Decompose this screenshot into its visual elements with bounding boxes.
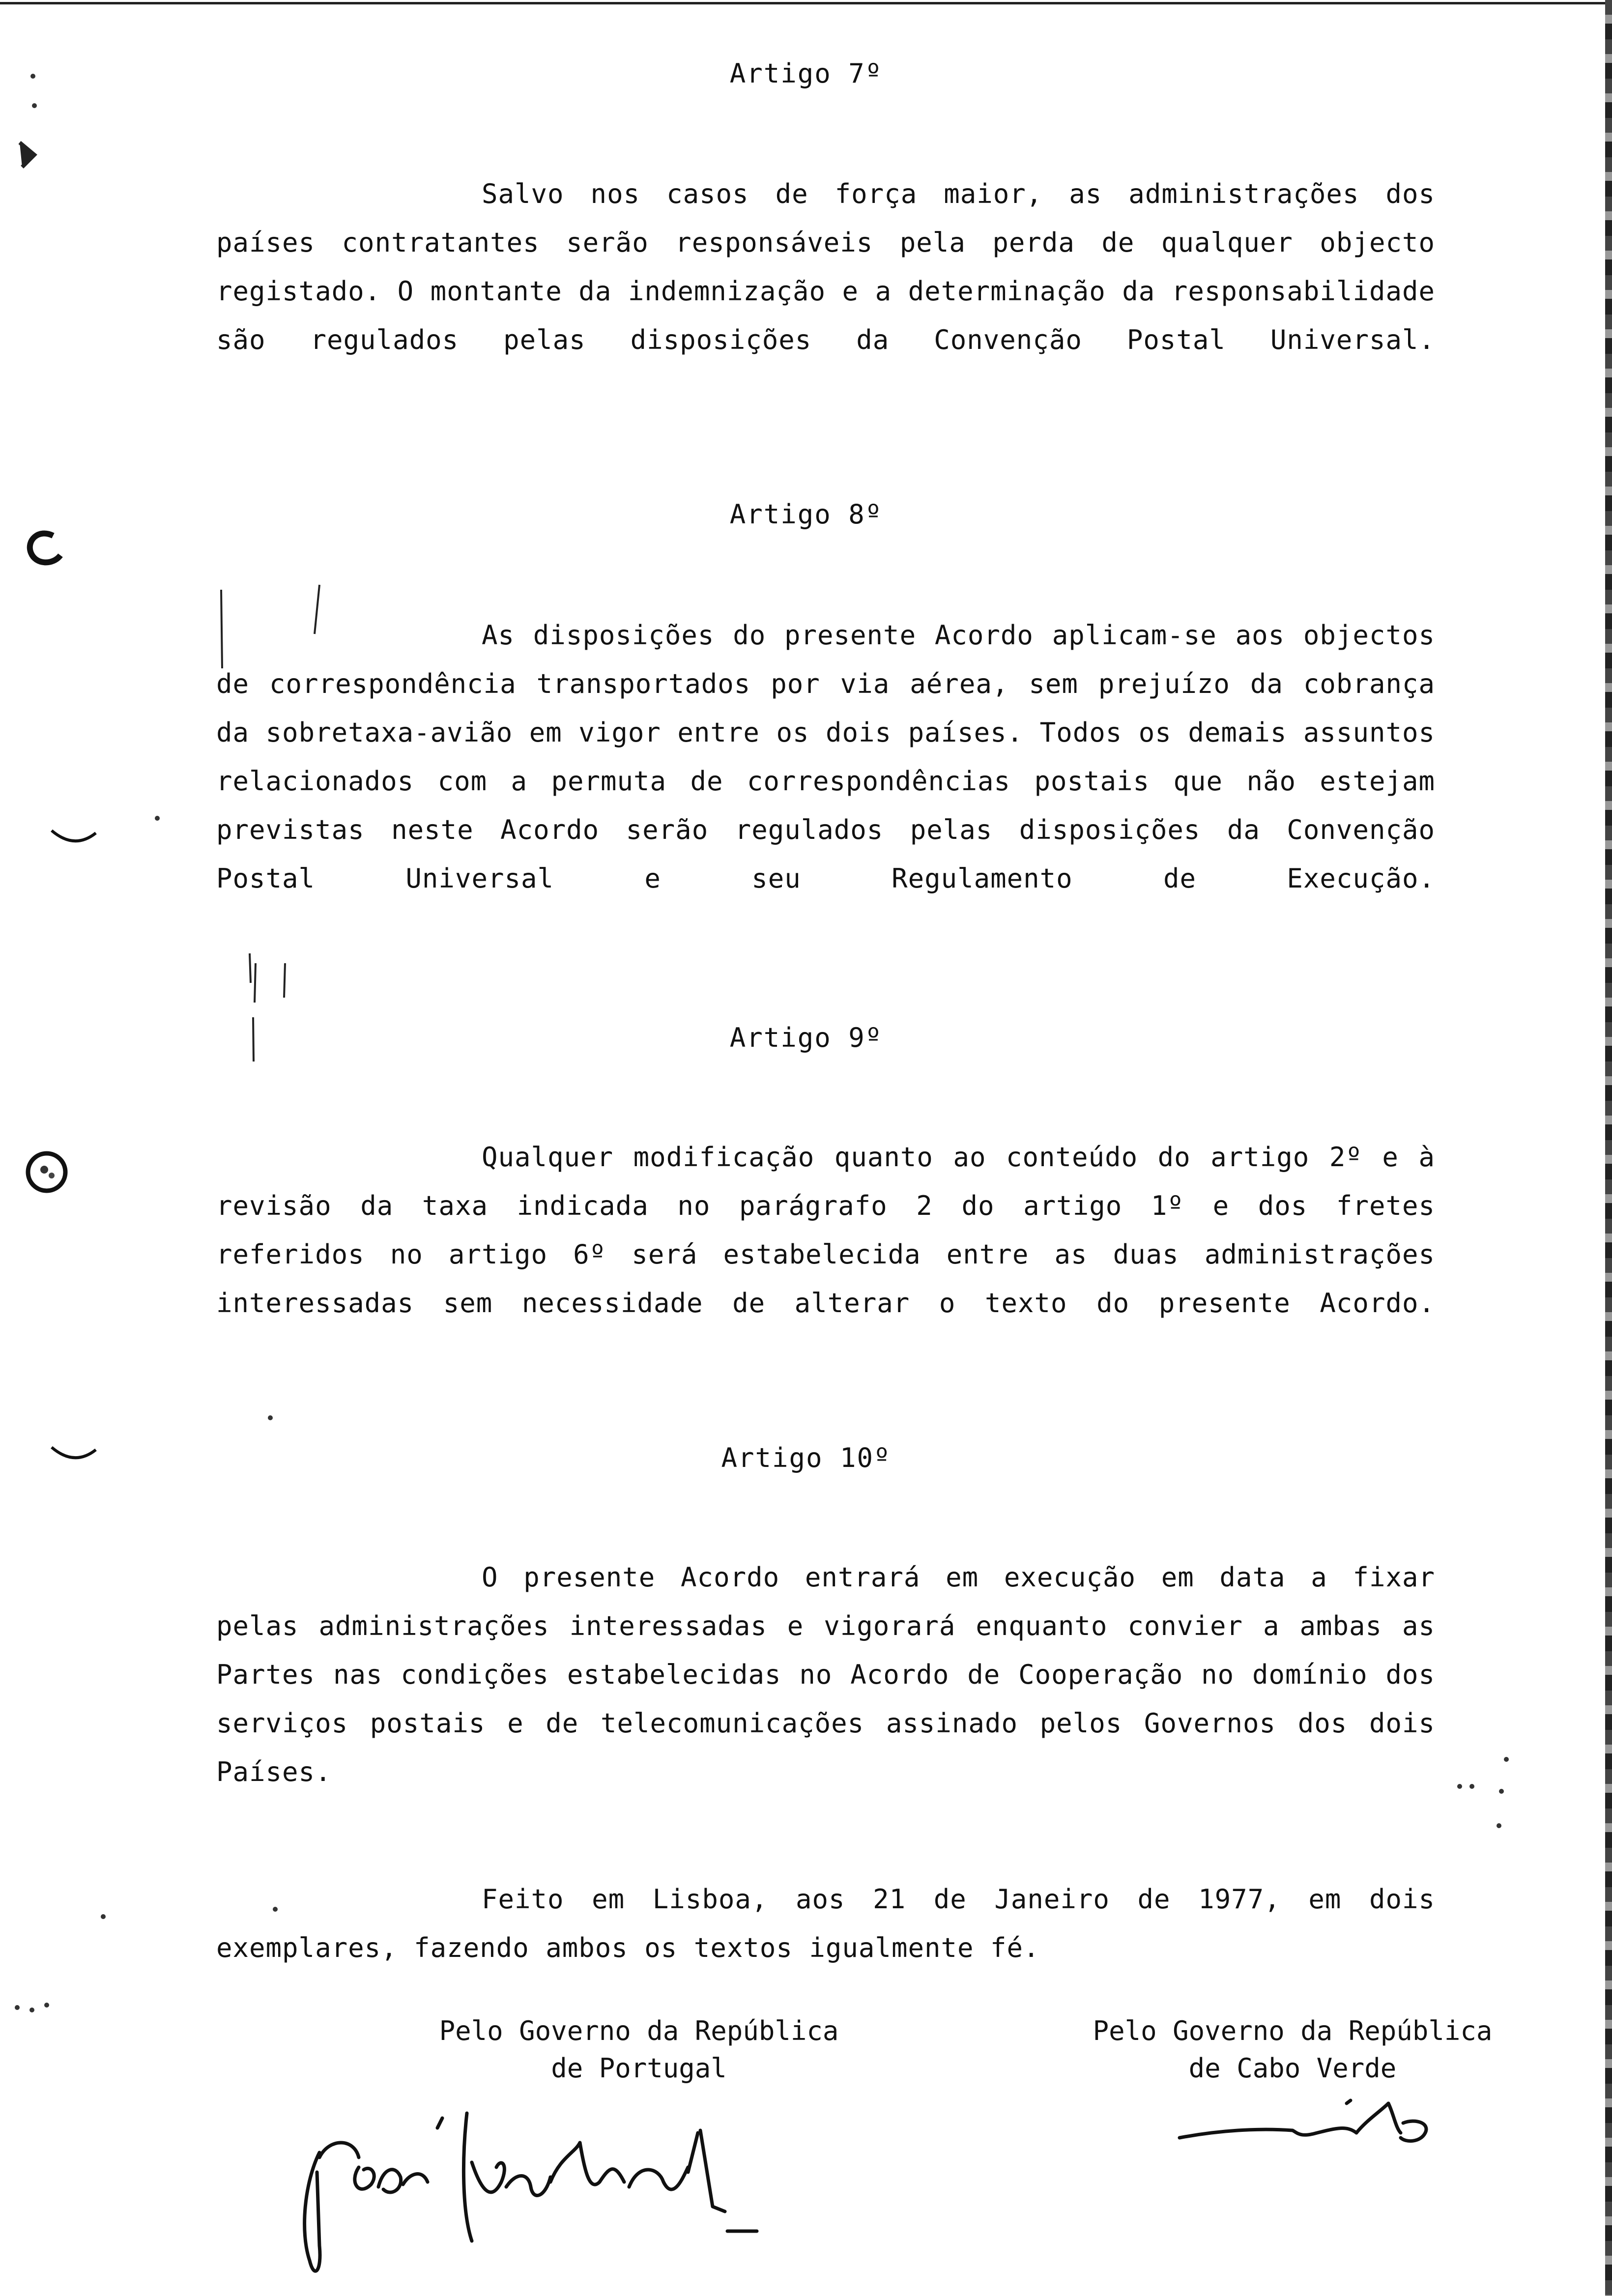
article-8-heading: Artigo 8º bbox=[729, 499, 883, 530]
speck bbox=[32, 103, 37, 108]
punch-hole-top bbox=[24, 526, 68, 570]
article-9-heading: Artigo 9º bbox=[729, 1022, 883, 1053]
article-10-heading: Artigo 10º bbox=[721, 1442, 891, 1473]
article-9-text: Qualquer modificação quanto ao conteúdo do artigo 2º e à revisão da taxa indicada no parágrafo 2 do artigo 1º e dos fretes referidos no artigo 6º será estabelecida entre as duas administrações interessadas sem necessidade de alterar o texto do presente Acordo. bbox=[216, 1142, 1435, 1319]
speck bbox=[268, 1415, 273, 1420]
speck bbox=[44, 2003, 49, 2008]
speck bbox=[273, 1907, 278, 1912]
signatory-cabo-verde-line2: de Cabo Verde bbox=[1188, 2053, 1397, 2084]
scan-top-border bbox=[0, 2, 1612, 4]
signature-portugal bbox=[285, 2084, 826, 2290]
speck bbox=[30, 74, 35, 79]
punch-hole-bottom bbox=[25, 1150, 69, 1194]
scan-right-edge bbox=[1605, 0, 1612, 2296]
signatory-portugal-line1: Pelo Governo da República bbox=[439, 2015, 839, 2046]
signatory-cabo-verde bbox=[1022, 2012, 1563, 2087]
closing-text: Feito em Lisboa, aos 21 de Janeiro de 1977, em dois exemplares, fazendo ambos os textos igualmente fé. bbox=[216, 1884, 1435, 1963]
signatory-portugal-line2: de Portugal bbox=[551, 2053, 727, 2084]
corner-arrow-mark bbox=[15, 138, 44, 172]
speck bbox=[29, 2008, 34, 2012]
speck bbox=[155, 816, 160, 821]
article-10-text: O presente Acordo entrará em execução em data a fixar pelas administrações interessadas e vigorará enquanto convier a ambas as Partes nas condições estabelecidas no Acordo de Cooperação no domínio dos serviços postais e de telecomunicações assinado pelos Governos dos dois Países. bbox=[216, 1562, 1435, 1787]
article-7-heading: Artigo 7º bbox=[729, 58, 883, 89]
signatory-portugal bbox=[344, 2012, 934, 2087]
staple-mark-2 bbox=[49, 1442, 98, 1462]
signatory-cabo-verde-line1: Pelo Governo da República bbox=[1093, 2015, 1493, 2046]
speck bbox=[1499, 1789, 1504, 1794]
signature-cabo-verde bbox=[1170, 2084, 1445, 2162]
speck bbox=[101, 1914, 106, 1919]
speck bbox=[1457, 1784, 1462, 1789]
speck bbox=[1497, 1823, 1501, 1828]
margin-lines bbox=[206, 580, 334, 1071]
speck bbox=[1504, 1757, 1509, 1762]
speck bbox=[15, 2005, 20, 2010]
speck bbox=[1469, 1784, 1474, 1789]
article-8-text: As disposições do presente Acordo aplicam-se aos objectos de correspondência transportados por via aérea, sem prejuízo da cobrança da sobretaxa-avião em vigor entre os dois países. Todos os demais assuntos relacionados com a permuta de correspondências postais que não estejam previstas neste Acordo serão regulados pelas disposições da Convenção Postal Universal e seu Regulamento de Execução. bbox=[216, 620, 1435, 894]
staple-mark-1 bbox=[49, 826, 98, 845]
article-7-text: Salvo nos casos de força maior, as administrações dos países contratantes serão responsáveis pela perda de qualquer objecto registado. O montante da indemnização e a determinação da responsabilidade são regulados pelas disposições da Convenção Postal Universal. bbox=[216, 178, 1435, 355]
